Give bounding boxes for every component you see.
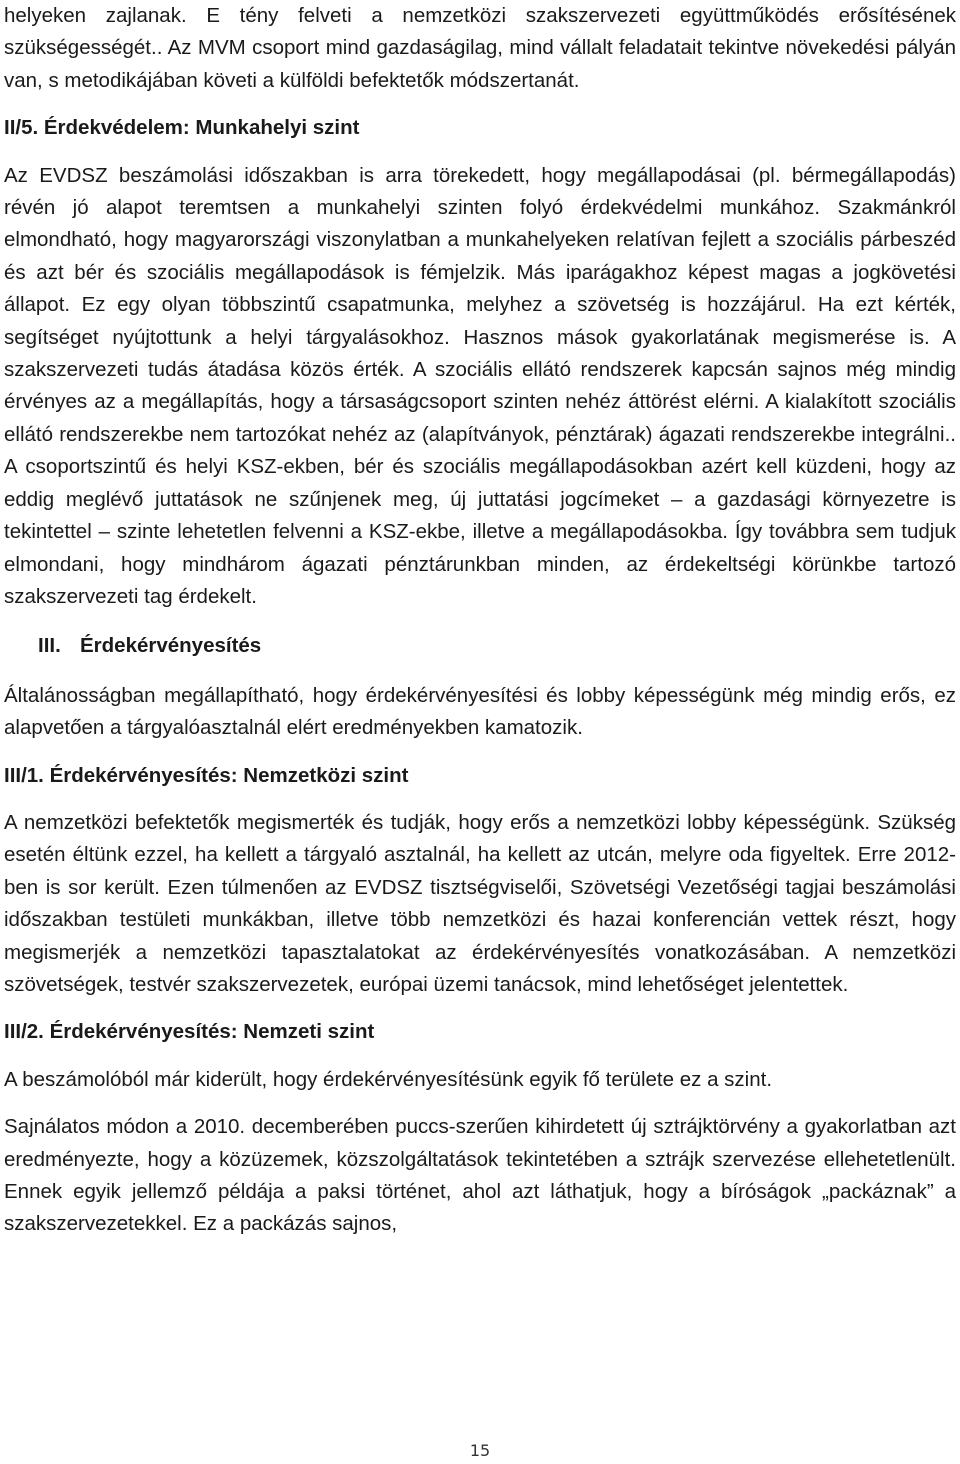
- paragraph-national-level: A beszámolóból már kiderült, hogy érdekérvényesítésünk egyik fő területe ez a szint.: [4, 1067, 773, 1091]
- page-number: 15: [469, 1441, 491, 1460]
- paragraph-international-level: A nemzetközi befektetők megismerték és tudják, hogy erős a nemzetközi lobby képességünk. Szükség esetén éltünk ezzel, ha kellett a tárgyaló asztalnál, ha kellett az utcán, melyre oda figyeltek. Erre 2012-ben is sor került. Ezen túlmenően az EVDSZ tisztségviselői, Szövetségi Vezetőségi tagjai beszámolási időszakban testületi munkákban, illetve több nemzetközi és hazai konferencián vettek részt, hogy megismerjék a nemzetközi tapasztalatokat az érdekérvényesítés vonatkozásában. A nemzetközi szövetségek, testvér szakszervezetek, európai üzemi tanácsok, mind lehetőséget jelentettek.: [4, 810, 956, 996]
- heading-iii-title: Érdekérvényesítés: [80, 634, 262, 658]
- heading-iii: [4, 630, 956, 662]
- paragraph-mvm-intro: helyeken zajlanak. E tény felveti a nemzetközi szakszervezeti együttműködés erősítésének szükségességét.. Az MVM csoport mind gazdaságilag, mind vállalt feladatait tekintve növekedési pályán van, s metodikájában követi a külföldi befektetők módszertanát.: [4, 4, 956, 92]
- document-page: [4, 0, 956, 1241]
- heading-ii5: II/5. Érdekvédelem: Munkahelyi szint: [4, 116, 360, 140]
- heading-iii-number: III.: [38, 634, 61, 658]
- paragraph-strike-law: Sajnálatos módon a 2010. decemberében puccs-szerűen kihirdetett új sztrájktörvény a gyakorlatban azt eredményezte, hogy a közüzemek, közszolgáltatások tekintetében a sztrájk szervezése ellehetetlenült. Ennek egyik jellemző példája a paksi történet, ahol azt láthatjuk, hogy a bíróságok „packáznak” a szakszervezetekkel. Ez a packázás sajnos,: [4, 1115, 956, 1236]
- paragraph-workplace-level: Az EVDSZ beszámolási időszakban is arra törekedett, hogy megállapodásai (pl. bérmegállapodás) révén jó alapot teremtsen a munkahelyi szinten folyó érdekvédelmi munkához. Szakmánkról elmondható, hogy magyarországi viszonylatban a munkahelyeken relatívan fejlett a szociális párbeszéd és azt bér és szociális megállapodások is fémjelzik. Más iparágakhoz képest magas a jogkövetési állapot. Ez egy olyan többszintű csapatmunka, melyhez a szövetség is hozzájárul. Ha ezt kérték, segítséget nyújtottunk a helyi tárgyalásokhoz. Hasznos mások gyakorlatának megismerése is. A szakszervezeti tudás átadása közös érték. A szociális ellátó rendszerek kapcsán sajnos még mindig érvényes az a megállapítás, hogy a társaságcsoport szinten nehéz áttörést elérni. A kialakított szociális ellátó rendszerekbe nem tartozókat nehéz az (alapítványok, pénztárak) ágazati rendszerekbe integrálni.. A csoportszintű és helyi KSZ-ekben, bér és szociális megállapodásokban azért kell küzdeni, hogy az eddig meglévő juttatások ne szűnjenek meg, új juttatási jogcímeket – a gazdasági környezetre is tekintettel – szinte lehetetlen felvenni a KSZ-ekbe, illetve a megállapodásokba. Így továbbra sem tudjuk elmondani, hogy mindhárom ágazati pénztárunkban minden, az érdekeltségi körünkbe tartozó szakszervezeti tag érdekelt.: [4, 163, 956, 608]
- heading-iii1: III/1. Érdekérvényesítés: Nemzetközi szint: [4, 763, 409, 787]
- heading-iii2: III/2. Érdekérvényesítés: Nemzeti szint: [4, 1020, 375, 1044]
- paragraph-lobby-capability: Általánosságban megállapítható, hogy érdekérvényesítési és lobby képességünk még mindig erős, ez alapvetően a tárgyalóasztalnál elért eredményekben kamatozik.: [4, 683, 956, 740]
